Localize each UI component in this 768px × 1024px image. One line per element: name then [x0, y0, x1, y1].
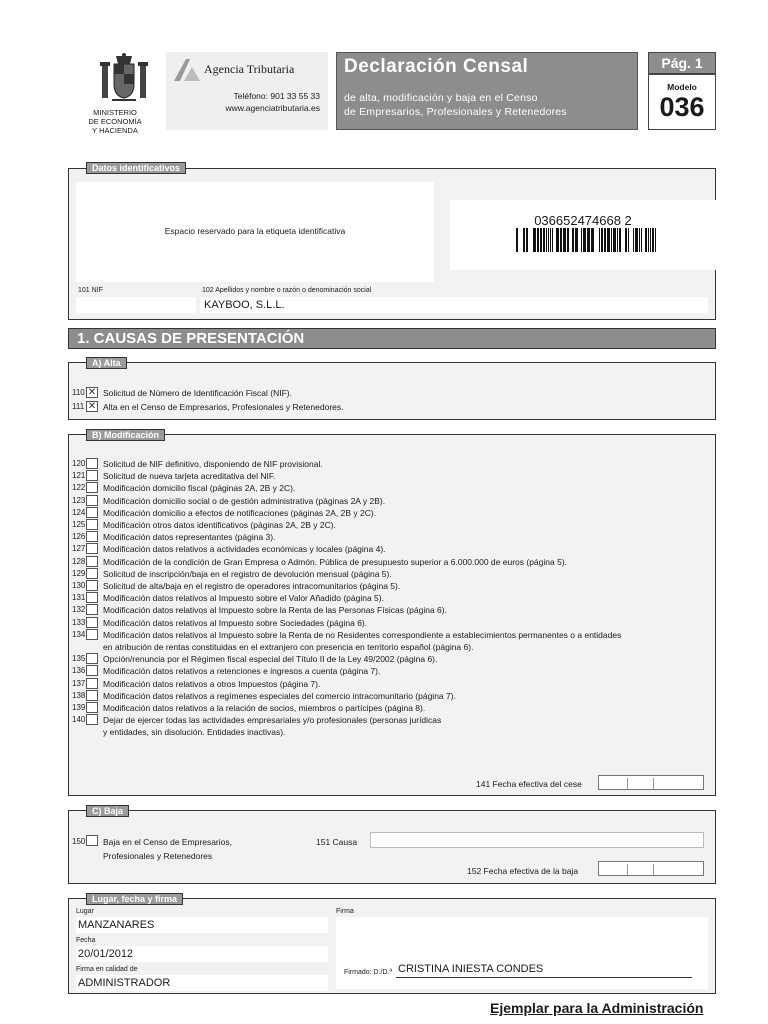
item-text: Dejar de ejercer todas las actividades empresariales y/o profesionales (personas jurídicas	[103, 715, 442, 726]
form-subtitle	[344, 91, 567, 119]
lugar-value: MANZANARES	[78, 919, 155, 931]
barcode-bar	[523, 228, 525, 252]
name-label: 102 Apellidos y nombre o razón o denominación social	[202, 287, 372, 294]
ministry-name	[70, 108, 160, 135]
item-number: 132	[72, 605, 86, 615]
subtitle-line: de Empresarios, Profesionales y Retenedores	[344, 106, 567, 118]
nif-field[interactable]	[76, 297, 196, 313]
nif-label: 101 NIF	[78, 287, 103, 294]
barcode-bar	[567, 228, 569, 252]
signature-line	[396, 977, 692, 978]
item-number: 137	[72, 678, 86, 688]
barcode-bar	[581, 228, 582, 252]
item-number: 121	[72, 471, 86, 481]
item-checkbox[interactable]	[86, 592, 98, 603]
barcode-bar	[639, 228, 640, 252]
item-checkbox[interactable]	[86, 556, 98, 567]
name-value: KAYBOO, S.L.L.	[204, 299, 285, 311]
item-text: Modificación domicilio fiscal (páginas 2A, 2B y 2C).	[103, 483, 296, 494]
item-number: 122	[72, 483, 86, 493]
item-number: 128	[72, 556, 86, 566]
item-text: Modificación datos relativos al Impuesto sobre la Renta de no Residentes correspondiente a establecimientos permanentes o a entidades	[103, 629, 622, 640]
barcode-bar	[641, 228, 642, 252]
item-checkbox[interactable]	[86, 665, 98, 676]
barcode-bar	[655, 228, 656, 252]
item-text: Solicitud de Número de Identificación Fiscal (NIF).	[103, 388, 292, 398]
firma-label: Firma	[336, 908, 354, 915]
barcode-bar	[543, 228, 545, 252]
item-checkbox[interactable]	[86, 653, 98, 664]
modelo-box	[648, 74, 716, 130]
item-checkbox[interactable]	[86, 604, 98, 615]
barcode-bar	[556, 228, 559, 252]
datos-tab: Datos identificativos	[86, 162, 186, 174]
baja-item-number: 150	[72, 837, 86, 846]
item-text: Modificación datos relativos al Impuesto sobre la Renta de las Personas Físicas (página 6).	[103, 605, 447, 616]
item-checkbox[interactable]	[86, 458, 98, 469]
item-text: Modificación datos relativos a regímenes especiales del comercio intracomunitario (página 7).	[103, 690, 456, 701]
item-number: 139	[72, 703, 86, 712]
baja-checkbox[interactable]	[86, 835, 98, 846]
item-checkbox[interactable]	[86, 617, 98, 628]
label-space-text: Espacio reservado para la etiqueta identificativa	[164, 226, 346, 236]
modelo-number: 036	[659, 92, 705, 122]
barcode-bar	[607, 228, 610, 252]
agency-contact	[176, 90, 320, 114]
subtitle-line: de alta, modificación y baja en el Censo	[344, 92, 538, 104]
item-checkbox[interactable]	[86, 568, 98, 579]
coat-of-arms-icon	[98, 52, 150, 106]
barcode-bar	[572, 228, 574, 252]
item-text: Modificación domicilio social o de gestión administrativa (páginas 2A y 2B).	[103, 495, 386, 506]
modificacion-tab: B) Modificación	[86, 429, 165, 441]
barcode-bar	[617, 228, 618, 252]
item-checkbox[interactable]	[86, 629, 98, 640]
firma-tab: Lugar, fecha y firma	[86, 893, 183, 905]
item-checkbox[interactable]	[86, 482, 98, 493]
item-text-continued: en atribución de rentas constituidas en el extranjero con presencia en territorio español (página 6).	[103, 642, 474, 652]
item-text: Modificación datos relativos a la relación de socios, miembros o partícipes (página 8).	[103, 703, 426, 713]
item-text: Opción/renuncia por el Régimen fiscal especial del Título II de la Ley 49/2002 (página 6).	[103, 654, 438, 665]
barcode-bar	[652, 228, 654, 252]
item-checkbox[interactable]	[86, 714, 98, 725]
barcode-bar	[648, 228, 649, 252]
modelo-label: Modelo	[667, 82, 697, 92]
item-text: Solicitud de alta/baja en el registro de operadores intracomunitarios (página 5).	[103, 581, 401, 591]
barcode-bar	[591, 228, 594, 252]
item-text: Modificación datos relativos a retenciones e ingresos a cuenta (página 7).	[103, 666, 381, 677]
item-number: 140	[72, 715, 86, 725]
item-checkbox[interactable]	[86, 678, 98, 689]
item-number: 126	[72, 532, 86, 542]
agency-website[interactable]: www.agenciatributaria.es	[225, 103, 320, 113]
barcode-bar	[575, 228, 578, 252]
item-number: 131	[72, 593, 86, 603]
ministry-line: Y HACIENDA	[92, 126, 138, 135]
item-checkbox[interactable]: ✕	[87, 401, 97, 412]
firmado-value: CRISTINA INIESTA CONDES	[398, 963, 544, 975]
item-checkbox[interactable]: ✕	[87, 387, 97, 398]
barcode-bar	[633, 228, 634, 252]
item-text: Modificación domicilio a efectos de notificaciones (páginas 2A, 2B y 2C).	[103, 507, 377, 518]
form-title: Declaración Censal	[344, 56, 529, 77]
barcode-bar	[628, 228, 629, 252]
barcode-bar	[645, 228, 647, 252]
item-number: 133	[72, 617, 86, 627]
causas-header: 1. CAUSAS DE PRESENTACIÓN	[68, 328, 716, 349]
barcode-bar	[625, 228, 627, 252]
barcode-bar	[533, 228, 536, 252]
item-number: 135	[72, 654, 86, 664]
item-checkbox[interactable]	[86, 507, 98, 518]
barcode-bar	[548, 228, 549, 252]
barcode-bar	[552, 228, 553, 252]
item-text: Alta en el Censo de Empresarios, Profesionales y Retenedores.	[103, 402, 344, 412]
barcode-bar	[546, 228, 547, 252]
causa-field[interactable]	[370, 832, 704, 848]
item-text: Solicitud de NIF definitivo, disponiendo de NIF provisional.	[103, 459, 323, 469]
baja-tab: C) Baja	[86, 805, 129, 817]
item-number: 120	[72, 459, 86, 468]
lugar-label: Lugar	[76, 908, 94, 915]
barcode-bar	[526, 228, 528, 252]
barcode-bar	[619, 228, 621, 252]
barcode-bar	[516, 228, 518, 252]
item-checkbox[interactable]	[86, 543, 98, 554]
barcode-bar	[560, 228, 562, 252]
item-checkbox[interactable]	[86, 519, 98, 530]
item-text: Modificación datos representantes (página 3).	[103, 532, 276, 543]
barcode-bar	[563, 228, 566, 252]
item-checkbox[interactable]	[86, 690, 98, 701]
item-number: 110	[72, 388, 85, 397]
item-number: 127	[72, 544, 86, 554]
item-checkbox[interactable]	[86, 580, 98, 591]
barcode-bar	[583, 228, 586, 252]
fecha-label: Fecha	[76, 937, 96, 944]
firmado-label: Firmado: D./D.ª	[344, 969, 393, 976]
baja-item-text: Baja en el Censo de Empresarios,	[103, 837, 232, 847]
agency-phone: Teléfono: 901 33 55 33	[233, 91, 320, 101]
item-text: Modificación otros datos identificativos (páginas 2A, 2B y 2C).	[103, 520, 336, 530]
item-number: 129	[72, 568, 86, 578]
fecha-baja-label: 152 Fecha efectiva de la baja	[467, 866, 579, 876]
page-number: Pág. 1	[648, 52, 716, 74]
item-text-continued: y entidades, sin disolución. Entidades inactivas).	[103, 727, 286, 738]
item-number: 130	[72, 581, 86, 590]
barcode-bar	[613, 228, 616, 252]
item-checkbox[interactable]	[86, 702, 98, 713]
ministry-line: MINISTERIO	[93, 108, 137, 117]
item-number: 138	[72, 690, 86, 700]
footer-text: Ejemplar para la Administración	[490, 1000, 704, 1016]
item-checkbox[interactable]	[86, 531, 98, 542]
item-text: Modificación datos relativos a actividades económicas y locales (página 4).	[103, 544, 386, 555]
barcode-bar	[601, 228, 603, 252]
item-number: 125	[72, 520, 86, 529]
fecha-value: 20/01/2012	[78, 948, 134, 960]
item-checkbox[interactable]	[86, 495, 98, 506]
barcode-bar	[540, 228, 542, 252]
agency-name: Agencia Tributaria	[204, 62, 295, 76]
item-number: 124	[72, 507, 86, 517]
barcode-bar	[599, 228, 600, 252]
barcode-bar	[611, 228, 612, 252]
baja-item-text: Profesionales y Retenedores	[103, 851, 213, 861]
alta-tab: A) Alta	[86, 357, 127, 369]
barcode-bar	[604, 228, 606, 252]
item-text: Solicitud de nueva tarjeta acreditativa del NIF.	[103, 471, 276, 482]
item-number: 136	[72, 666, 86, 676]
causa-label: 151 Causa	[316, 837, 358, 847]
item-number: 111	[72, 402, 85, 411]
item-text: Modificación datos relativos al Impuesto sobre el Valor Añadido (página 5).	[103, 593, 384, 604]
calidad-value: ADMINISTRADOR	[78, 977, 171, 989]
cese-label: 141 Fecha efectiva del cese	[476, 779, 582, 789]
item-number: 123	[72, 495, 86, 505]
barcode-bar	[650, 228, 651, 252]
item-text: Modificación datos relativos al Impuesto sobre Sociedades (página 6).	[103, 617, 368, 628]
ministry-line: DE ECONOMÍA	[88, 117, 142, 126]
barcode-icon	[516, 228, 656, 252]
item-checkbox[interactable]	[86, 470, 98, 481]
cese-date-field[interactable]	[598, 775, 704, 790]
item-number: 134	[72, 629, 86, 639]
item-text: Modificación datos relativos a otros Impuestos (página 7).	[103, 678, 321, 689]
barcode-bar	[550, 228, 551, 252]
fecha-baja-field[interactable]	[598, 861, 704, 876]
agency-logo-icon	[172, 57, 202, 83]
barcode-bar	[635, 228, 638, 252]
item-text: Solicitud de inscripción/baja en el registro de devolución mensual (página 5).	[103, 568, 392, 579]
signature-area[interactable]	[336, 917, 708, 989]
item-text: Modificación de la condición de Gran Empresa o Admón. Pública de presupuesto superior a 6.000.000 de euros (página 5).	[103, 556, 568, 567]
calidad-label: Firma en calidad de	[76, 966, 138, 973]
barcode-bar	[537, 228, 539, 252]
barcode-bar	[587, 228, 590, 252]
barcode-number: 036652474668 2	[534, 213, 632, 228]
